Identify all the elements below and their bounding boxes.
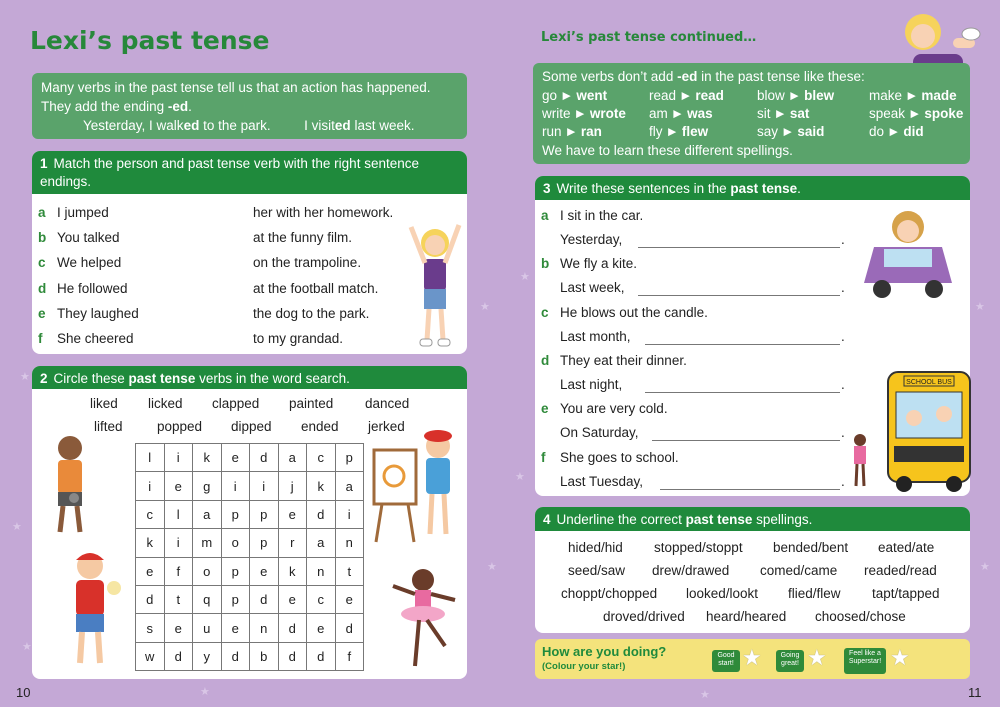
verb-past: sat — [789, 105, 810, 121]
grid-cell[interactable]: e — [136, 557, 165, 585]
question-1-card — [32, 151, 467, 354]
arrow-icon: ► — [573, 105, 587, 121]
answer-line[interactable] — [645, 392, 840, 393]
background-star-icon: ★ — [520, 271, 530, 283]
item-letter: f — [541, 449, 546, 465]
verb-base: say — [757, 124, 779, 140]
answer-prompt: Last night, — [560, 376, 623, 392]
arrow-icon: ► — [887, 124, 901, 140]
verb-pair — [757, 123, 824, 142]
arrow-icon: ► — [905, 87, 919, 103]
match-start-text: They laughed — [57, 305, 139, 321]
badge-superstar[interactable]: Feel like a Superstar! — [844, 648, 886, 674]
item-letter: c — [38, 255, 46, 271]
question-1-heading: 1 Match the person and past tense verb with the right sentence endings. — [32, 151, 467, 194]
grid-cell[interactable]: e — [221, 614, 250, 642]
grid-cell[interactable]: n — [335, 529, 364, 557]
grid-cell[interactable]: o — [221, 529, 250, 557]
badge-good-start[interactable]: Good start! — [712, 650, 740, 672]
sentence-text: You are very cold. — [560, 401, 668, 417]
spelling-option[interactable]: eated/ate — [878, 540, 935, 555]
grid-cell[interactable]: a — [278, 444, 307, 472]
match-start-item — [38, 205, 109, 220]
spelling-option[interactable]: looked/lookt — [686, 586, 759, 601]
arrow-icon: ► — [781, 124, 795, 140]
arrow-icon: ► — [787, 87, 802, 103]
progress-box — [535, 639, 970, 679]
boy-with-ice-cream-illustration — [60, 548, 130, 678]
full-stop: . — [841, 425, 845, 441]
item-letter: b — [38, 230, 47, 246]
verb-base: run — [542, 124, 562, 140]
grid-cell[interactable]: c — [136, 500, 165, 528]
spelling-option[interactable]: comed/came — [760, 563, 838, 578]
verb-past: flew — [681, 124, 709, 140]
answer-line[interactable] — [645, 344, 840, 345]
match-start-text: You talked — [57, 230, 120, 246]
spelling-option[interactable]: drew/drawed — [652, 563, 730, 578]
grid-cell[interactable]: d — [250, 444, 279, 472]
page-number-right: 11 — [968, 685, 982, 700]
grid-cell[interactable]: l — [164, 500, 193, 528]
grid-cell[interactable]: e — [307, 614, 336, 642]
background-star-icon: ★ — [975, 301, 985, 313]
word-list-item: jerked — [368, 419, 405, 434]
grid-cell[interactable]: m — [193, 529, 222, 557]
grid-cell[interactable]: k — [307, 472, 336, 500]
verb-past: said — [797, 124, 825, 140]
irregular-intro-line: Some verbs don’t add -ed in the past tense like these: — [542, 69, 865, 84]
verb-pair — [649, 105, 713, 124]
grid-cell[interactable]: e — [164, 472, 193, 500]
verb-pair — [542, 105, 626, 124]
grid-cell[interactable]: c — [307, 585, 336, 613]
grid-cell[interactable]: d — [136, 585, 165, 613]
star-icon[interactable]: ★ — [807, 645, 827, 670]
match-start-text: I jumped — [57, 205, 109, 220]
word-list-item: lifted — [94, 419, 123, 434]
grid-cell[interactable]: e — [278, 500, 307, 528]
tired-boy-illustration — [38, 432, 108, 542]
sentence-text: She goes to school. — [560, 449, 679, 465]
full-stop: . — [841, 473, 845, 489]
intro-line-2: They add the ending -ed. — [41, 99, 192, 114]
star-icon[interactable]: ★ — [742, 645, 762, 670]
spelling-option[interactable]: choosed/chose — [815, 609, 906, 624]
grid-cell[interactable]: i — [335, 500, 364, 528]
grid-cell[interactable]: p — [250, 500, 279, 528]
grid-cell[interactable]: e — [278, 585, 307, 613]
grid-cell[interactable]: j — [278, 472, 307, 500]
word-list-item: dipped — [231, 419, 272, 434]
match-end-text: at the football match. — [253, 280, 379, 296]
full-stop: . — [841, 376, 845, 392]
arrow-icon: ► — [564, 124, 578, 140]
grid-cell[interactable]: w — [136, 642, 165, 670]
spelling-option[interactable]: hided/hid — [568, 540, 623, 555]
sentence-item — [541, 401, 668, 416]
match-start-item — [38, 331, 134, 346]
item-letter: c — [541, 304, 549, 320]
match-start-item — [38, 230, 120, 245]
grid-cell[interactable]: n — [250, 614, 279, 642]
verb-base: fly — [649, 124, 663, 140]
grid-cell[interactable]: d — [164, 642, 193, 670]
question-4-heading: 4 Underline the correct past tense spellings. — [535, 507, 970, 531]
intro-examples: Yesterday, I walked to the park. I visited last week. — [83, 118, 415, 133]
arrow-icon: ► — [773, 105, 787, 121]
arrow-icon: ► — [908, 105, 922, 121]
grid-cell[interactable]: d — [307, 642, 336, 670]
arrow-icon: ► — [670, 105, 685, 121]
verb-pair — [869, 105, 963, 124]
answer-prompt: Last Tuesday, — [560, 473, 644, 489]
verb-base: write — [542, 105, 571, 121]
match-start-text: He followed — [57, 280, 128, 296]
spelling-option[interactable]: choppt/chopped — [561, 586, 658, 601]
word-list-item: popped — [157, 419, 203, 434]
grid-cell[interactable]: i — [221, 472, 250, 500]
grid-cell[interactable]: p — [250, 529, 279, 557]
match-start-item — [38, 281, 128, 296]
arrow-icon: ► — [665, 124, 679, 140]
word-list-item: clapped — [212, 396, 260, 411]
item-letter: b — [541, 256, 550, 272]
item-letter: d — [38, 280, 47, 296]
badge-going-great[interactable]: Going great! — [776, 650, 804, 672]
match-start-text: We helped — [57, 255, 122, 271]
grid-cell[interactable]: a — [307, 529, 336, 557]
spelling-option[interactable]: seed/saw — [568, 563, 626, 578]
background-star-icon: ★ — [980, 561, 990, 573]
grid-cell[interactable]: q — [193, 585, 222, 613]
grid-cell[interactable]: d — [278, 642, 307, 670]
background-star-icon: ★ — [515, 471, 525, 483]
verb-past: ran — [580, 124, 602, 140]
grid-cell[interactable]: p — [221, 557, 250, 585]
spelling-option[interactable]: readed/read — [864, 563, 937, 578]
girl-painting-illustration — [372, 430, 462, 550]
cheering-girl-illustration — [405, 215, 465, 355]
answer-line[interactable] — [660, 489, 840, 490]
grid-cell[interactable]: t — [335, 557, 364, 585]
verb-pair — [649, 123, 708, 142]
word-search-grid — [135, 443, 364, 671]
grid-cell[interactable]: i — [164, 444, 193, 472]
grid-cell[interactable]: n — [307, 557, 336, 585]
bus-sign: SCHOOL BUS — [906, 379, 952, 386]
grid-cell[interactable]: k — [193, 444, 222, 472]
item-letter: a — [38, 205, 46, 220]
verb-pair — [757, 87, 834, 106]
star-icon[interactable]: ★ — [890, 645, 910, 670]
full-stop: . — [841, 232, 845, 247]
grid-cell[interactable]: f — [164, 557, 193, 585]
grid-cell[interactable]: e — [335, 585, 364, 613]
intro-line-1: Many verbs in the past tense tell us that an action has happened. — [41, 80, 431, 95]
item-letter: f — [38, 331, 43, 346]
school-bus-illustration — [848, 368, 973, 496]
match-end-text: at the funny film. — [253, 230, 353, 246]
background-star-icon: ★ — [700, 689, 710, 701]
verb-pair — [649, 87, 724, 106]
sentence-item — [541, 208, 643, 223]
grid-cell[interactable]: k — [136, 529, 165, 557]
sentence-item — [541, 256, 637, 271]
spelling-option[interactable]: tapt/tapped — [872, 586, 940, 601]
background-star-icon: ★ — [480, 301, 490, 313]
question-3-heading: 3 Write these sentences in the past tense. — [535, 176, 970, 200]
verb-base: am — [649, 105, 668, 121]
verb-base: speak — [869, 105, 906, 121]
grid-cell[interactable]: l — [136, 444, 165, 472]
verb-past: spoke — [924, 105, 964, 121]
background-star-icon: ★ — [22, 641, 32, 653]
grid-cell[interactable]: i — [136, 472, 165, 500]
full-stop: . — [841, 280, 845, 296]
irregular-verbs-box — [533, 63, 970, 164]
answer-line[interactable] — [652, 440, 840, 441]
item-letter: a — [541, 208, 549, 223]
grid-cell[interactable]: p — [221, 585, 250, 613]
match-start-item — [38, 306, 139, 321]
item-letter: e — [541, 401, 549, 417]
spelling-option[interactable]: flied/flew — [788, 586, 841, 601]
grid-cell[interactable]: d — [278, 614, 307, 642]
sentence-text: We fly a kite. — [560, 256, 638, 272]
sentence-text: I sit in the car. — [560, 208, 644, 223]
spelling-option[interactable]: stopped/stoppt — [654, 540, 743, 555]
grid-cell[interactable]: r — [278, 529, 307, 557]
word-list-item: licked — [148, 396, 183, 411]
intro-box — [32, 73, 467, 139]
verb-pair — [869, 123, 924, 142]
verb-past: made — [921, 87, 957, 103]
answer-prompt: Last week, — [560, 280, 625, 296]
verb-base: make — [869, 87, 903, 103]
verb-pair — [542, 123, 602, 142]
answer-prompt: Last month, — [560, 328, 631, 344]
item-letter: e — [38, 305, 46, 321]
match-end-text: the dog to the park. — [253, 305, 370, 321]
sentence-item — [541, 450, 679, 465]
background-star-icon: ★ — [487, 561, 497, 573]
girl-in-car-illustration — [858, 205, 958, 305]
grid-cell[interactable]: g — [193, 472, 222, 500]
ballet-girl-illustration — [385, 566, 465, 676]
grid-cell[interactable]: i — [164, 529, 193, 557]
grid-cell[interactable]: d — [221, 642, 250, 670]
grid-cell[interactable]: p — [335, 444, 364, 472]
grid-cell[interactable]: a — [335, 472, 364, 500]
answer-prompt: On Saturday, — [560, 425, 639, 441]
verb-past: wrote — [589, 105, 626, 121]
item-letter: d — [541, 352, 550, 368]
grid-cell[interactable]: i — [250, 472, 279, 500]
arrow-icon: ► — [679, 87, 693, 103]
sentence-item — [541, 305, 708, 320]
verb-base: sit — [757, 105, 771, 121]
progress-title: How are you doing? — [542, 644, 667, 659]
progress-subtitle: (Colour your star!) — [542, 661, 626, 672]
answer-line[interactable] — [638, 247, 840, 248]
page-title: Lexi’s past tense — [30, 26, 270, 55]
match-end-text: on the trampoline. — [253, 255, 362, 271]
spelling-option[interactable]: bended/bent — [773, 540, 849, 555]
grid-cell[interactable]: f — [335, 642, 364, 670]
verb-pair — [869, 87, 957, 106]
verb-past: blew — [804, 87, 835, 103]
grid-cell[interactable]: u — [193, 614, 222, 642]
grid-cell[interactable]: y — [193, 642, 222, 670]
match-start-text: She cheered — [57, 331, 134, 346]
irregular-footer: We have to learn these different spellings. — [542, 142, 793, 158]
word-list-item: danced — [365, 396, 410, 411]
grid-cell[interactable]: c — [307, 444, 336, 472]
verb-base: go — [542, 87, 558, 103]
question-2-heading: 2 Circle these past tense verbs in the word search. — [32, 366, 467, 389]
page-number-left: 10 — [16, 685, 31, 700]
grid-cell[interactable]: p — [221, 500, 250, 528]
grid-cell[interactable]: o — [193, 557, 222, 585]
grid-cell[interactable]: e — [221, 444, 250, 472]
background-star-icon: ★ — [12, 521, 22, 533]
verb-base: read — [649, 87, 677, 103]
verb-pair — [757, 105, 809, 124]
background-star-icon: ★ — [200, 686, 210, 698]
verb-base: blow — [757, 87, 785, 103]
grid-cell[interactable]: e — [250, 557, 279, 585]
grid-cell[interactable]: a — [193, 500, 222, 528]
match-end-text: her with her homework. — [253, 205, 394, 220]
spelling-option[interactable]: droved/drived — [603, 609, 685, 624]
verb-past: was — [687, 105, 713, 121]
verb-pair — [542, 87, 607, 106]
verb-past: went — [576, 87, 608, 103]
grid-cell[interactable]: s — [136, 614, 165, 642]
match-end-text: to my grandad. — [253, 331, 344, 346]
sentence-item — [541, 353, 687, 368]
verb-base: do — [869, 124, 885, 140]
spelling-option[interactable]: heard/heared — [706, 609, 787, 624]
grid-cell[interactable]: e — [164, 614, 193, 642]
continued-title: Lexi’s past tense continued… — [541, 30, 757, 45]
full-stop: . — [841, 328, 845, 344]
verb-past: read — [695, 87, 724, 103]
background-star-icon: ★ — [20, 371, 30, 383]
grid-cell[interactable]: t — [164, 585, 193, 613]
verb-past: did — [903, 124, 924, 140]
grid-cell[interactable]: b — [250, 642, 279, 670]
grid-cell[interactable]: k — [278, 557, 307, 585]
word-list-item: painted — [289, 396, 334, 411]
match-start-item — [38, 255, 121, 270]
answer-line[interactable] — [638, 295, 840, 296]
grid-cell[interactable]: d — [307, 500, 336, 528]
answer-prompt: Yesterday, — [560, 232, 623, 247]
word-list-item: liked — [90, 396, 118, 411]
grid-cell[interactable]: d — [335, 614, 364, 642]
sentence-text: He blows out the candle. — [560, 304, 708, 320]
sentence-text: They eat their dinner. — [560, 352, 687, 368]
arrow-icon: ► — [560, 87, 574, 103]
grid-cell[interactable]: d — [250, 585, 279, 613]
word-list-item: ended — [301, 419, 339, 434]
